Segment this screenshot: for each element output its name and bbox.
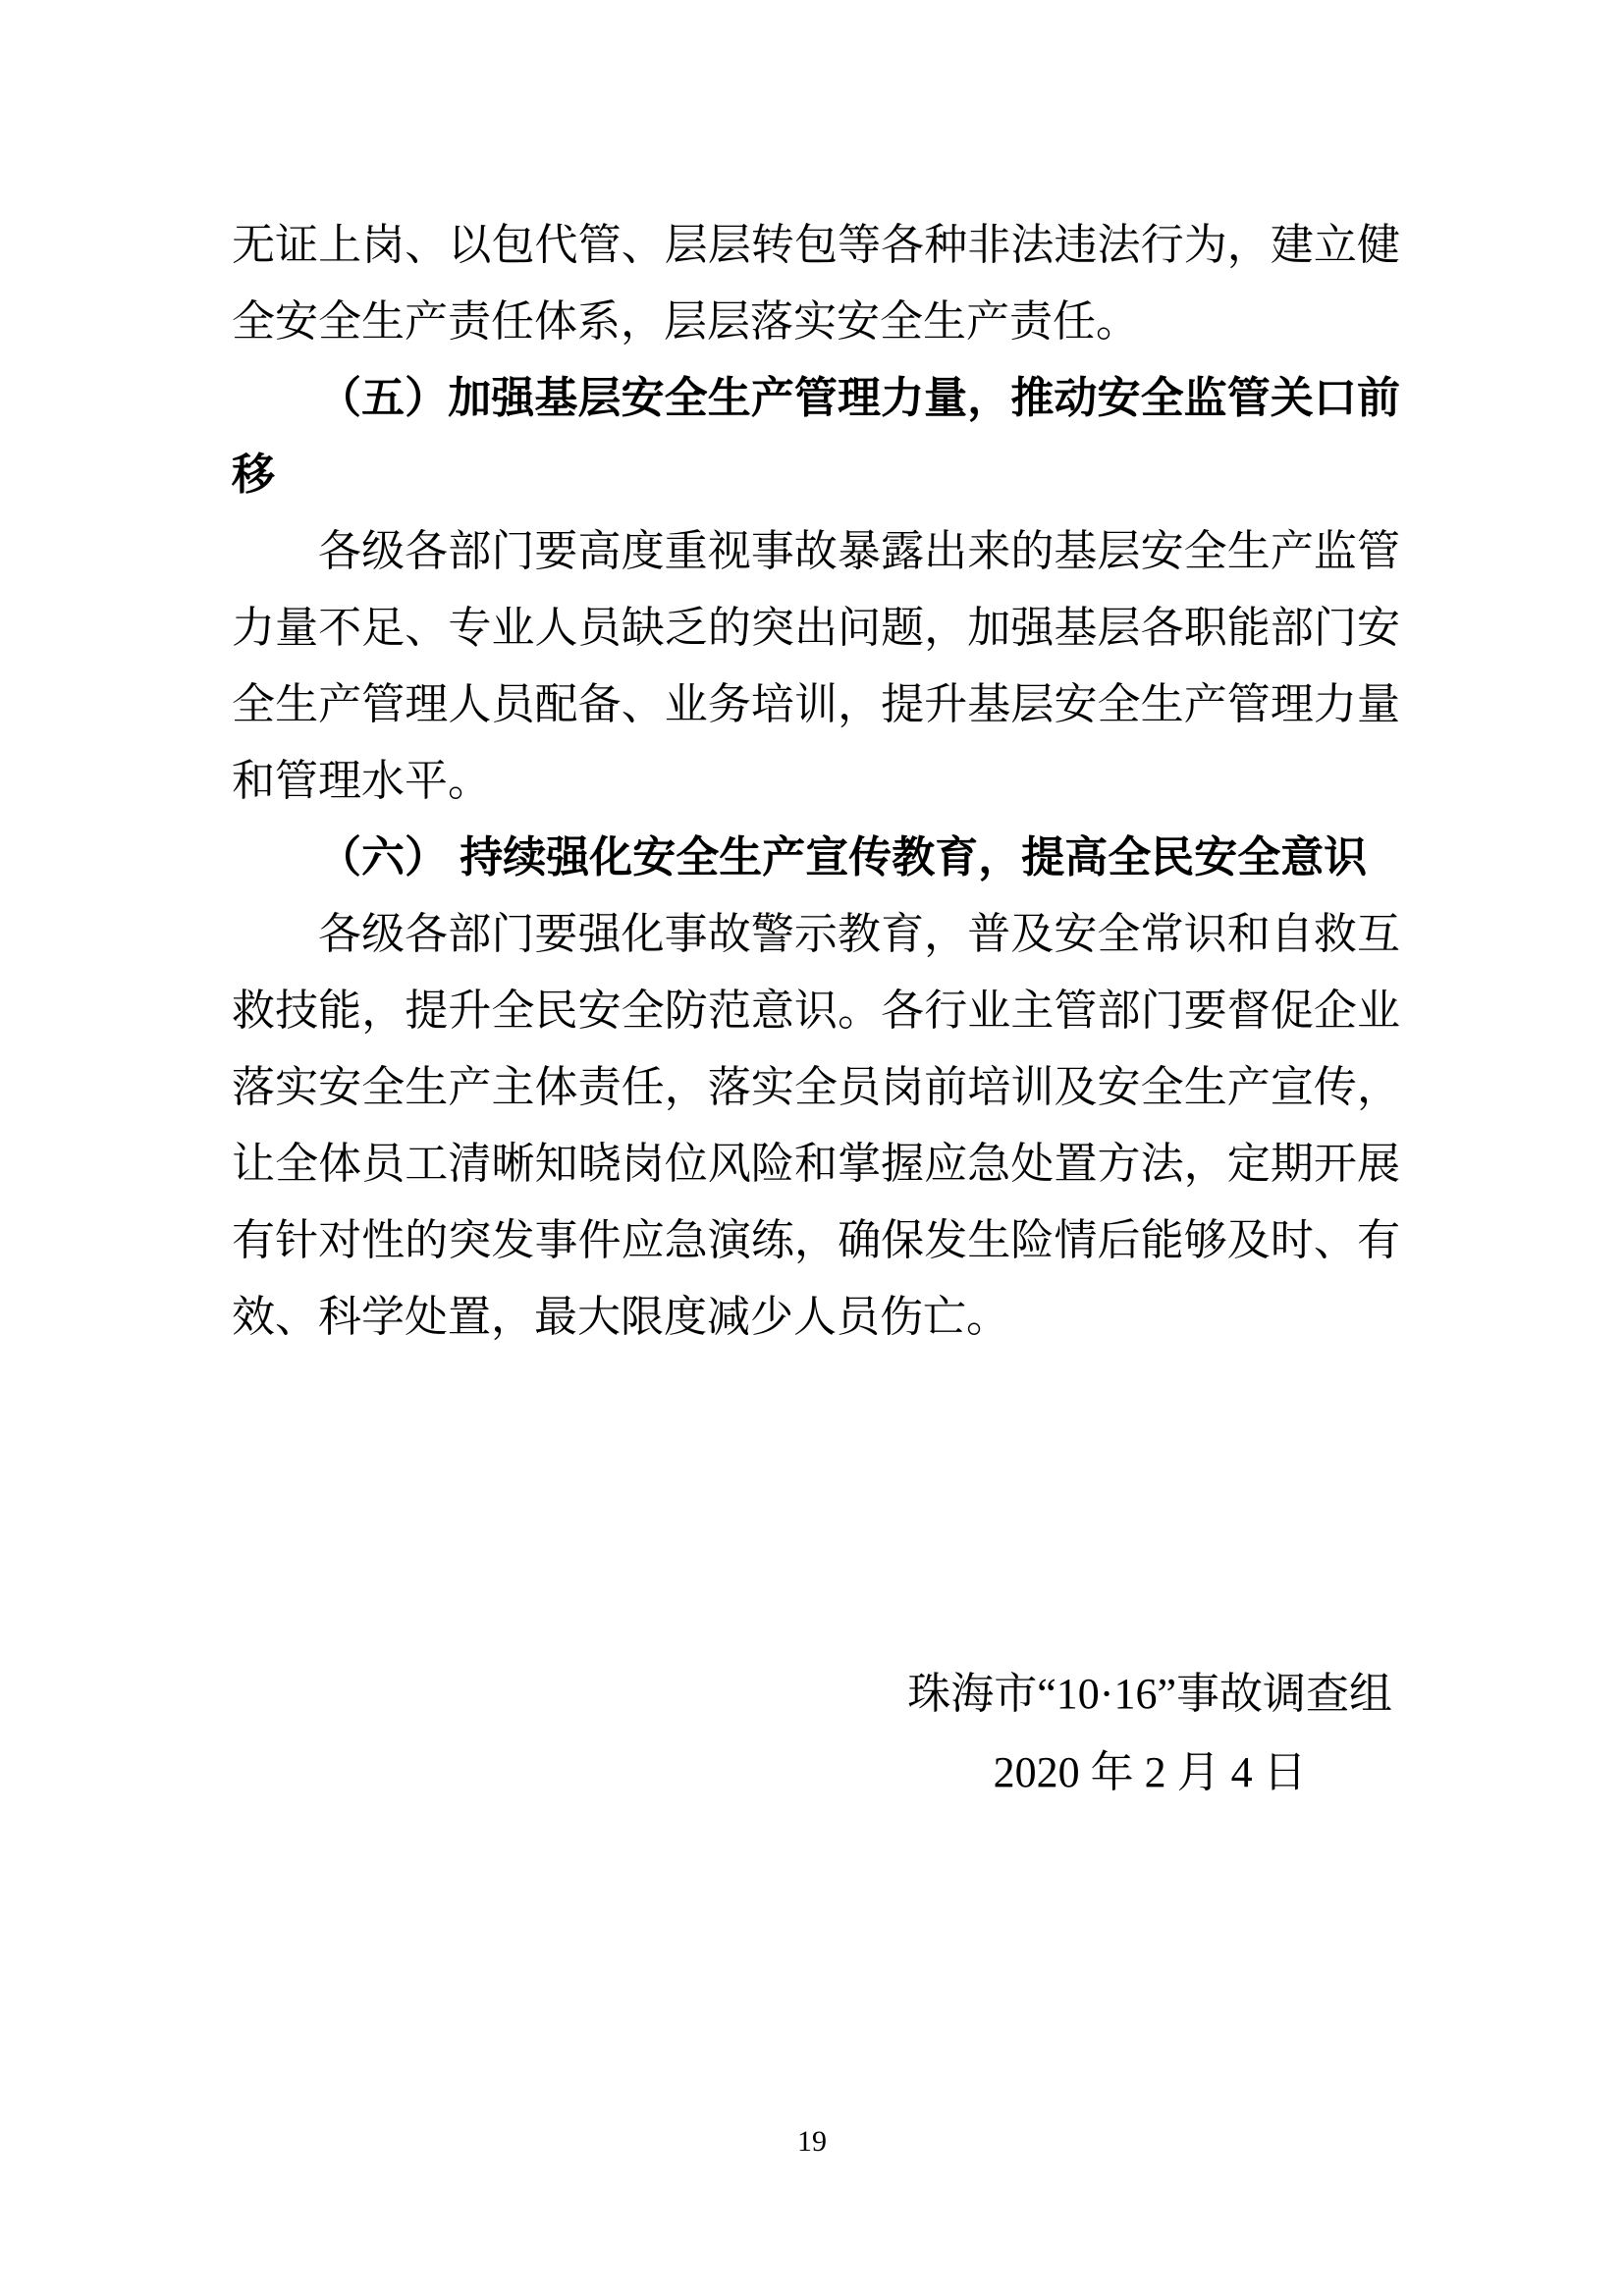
- paragraph-section-5: 各级各部门要高度重视事故暴露出来的基层安全生产监管力量不足、专业人员缺乏的突出问题，加强基层各职能部门安全生产管理人员配备、业务培训，提升基层安全生产管理力量和管理水平。: [232, 527, 1400, 805]
- section-heading-5: （五）加强基层安全生产管理力量，推动安全监管关口前移: [232, 374, 1400, 499]
- section-heading-6: （六） 持续强化安全生产宣传教育，提高全民安全意识: [318, 833, 1368, 881]
- signature-organization: 珠海市“10·16”事故调查组: [907, 1670, 1392, 1718]
- paragraph-section-6: 各级各部门要强化事故警示教育，普及安全常识和自救互救技能，提升全民安全防范意识。各行业主管部门要督促企业落实安全生产主体责任，落实全员岗前培训及安全生产宣传，让全体员工清晰知晓岗位风险和掌握应急处置方法，定期开展有针对性的突发事件应急演练，确保发生险情后能够及时、有效、科学处置，最大限度减少人员伤亡。: [232, 910, 1400, 1341]
- signature-block: [907, 1655, 1392, 1812]
- paragraph-continuation: 无证上岗、以包代管、层层转包等各种非法违法行为，建立健全安全生产责任体系，层层落实安全生产责任。: [232, 221, 1400, 346]
- signature-date: 2020 年 2 月 4 日: [993, 1748, 1307, 1796]
- document-body: [232, 207, 1400, 1356]
- page-number: 19: [797, 2125, 827, 2158]
